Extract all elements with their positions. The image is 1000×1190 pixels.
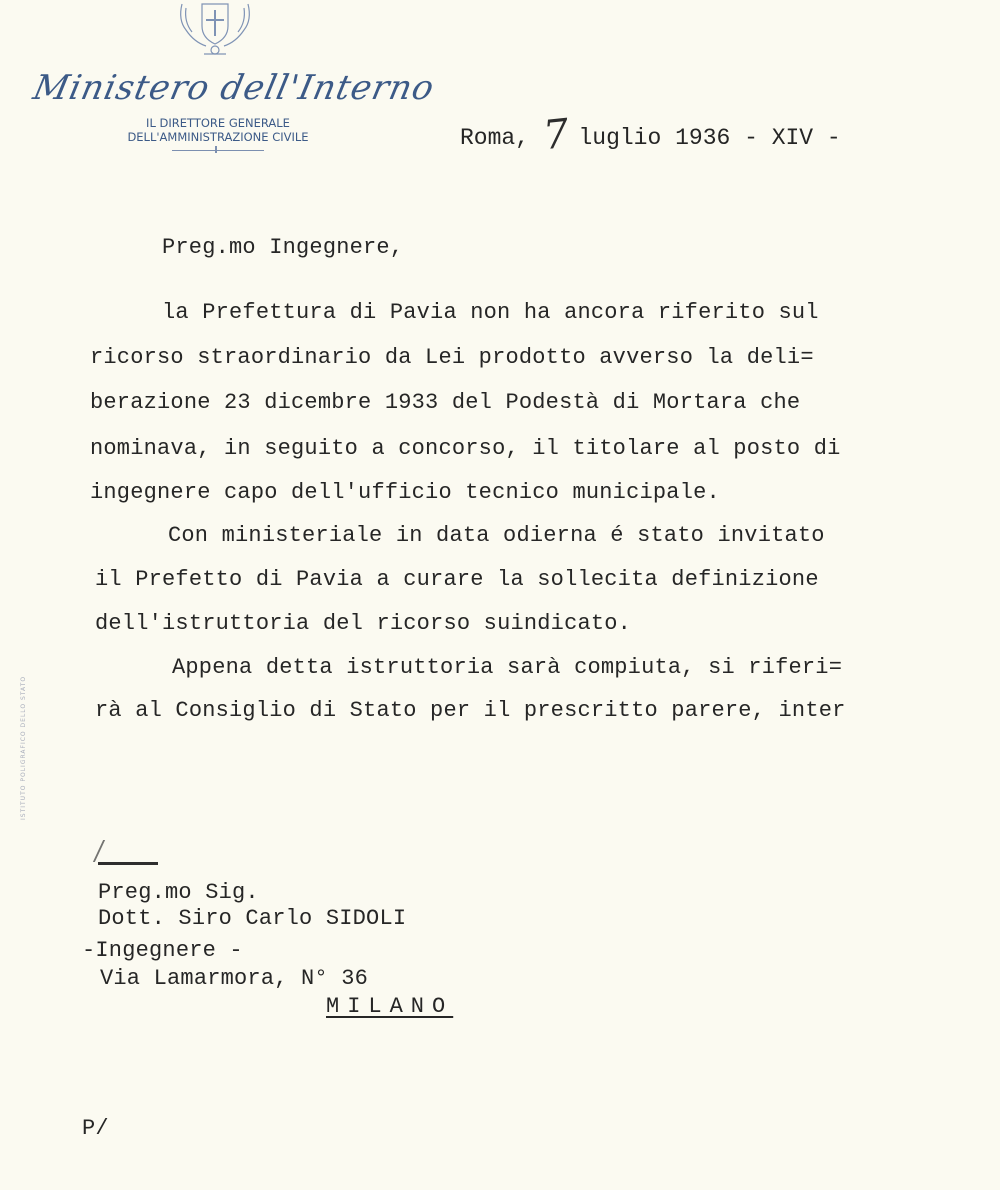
body-line-9: Appena detta istruttoria sarà compiuta, si riferi= — [172, 655, 843, 680]
body-line-1: la Prefettura di Pavia non ha ancora riferito sul — [162, 300, 819, 325]
addressee-line-1: Preg.mo Sig. — [98, 880, 259, 905]
addressee-line-3: -Ingegnere - — [82, 938, 243, 963]
crest-emblem-icon — [172, 0, 258, 58]
body-line-5: ingegnere capo dell'ufficio tecnico municipale. — [90, 480, 720, 505]
body-line-7: il Prefetto di Pavia a curare la sollecita definizione — [95, 567, 819, 592]
addressee-line-4: Via Lamarmora, N° 36 — [100, 966, 369, 991]
office-line-1: IL DIRETTORE GENERALE — [146, 116, 290, 130]
initials-underline — [98, 862, 158, 865]
salutation: Preg.mo Ingegnere, — [162, 235, 404, 260]
date-day-handwritten: 7 — [541, 110, 572, 160]
office-line-2: DELL'AMMINISTRAZIONE CIVILE — [127, 130, 309, 144]
printer-side-stamp: ISTITUTO POLIGRAFICO DELLO STATO — [20, 675, 27, 820]
initials-scrawl — [93, 840, 125, 862]
ministry-script-title: Ministero dell'Interno — [29, 68, 439, 108]
body-line-10: rà al Consiglio di Stato per il prescritto parere, inter — [95, 698, 846, 723]
date-place: Roma, — [460, 125, 530, 151]
addressee-line-2: Dott. Siro Carlo SIDOLI — [98, 906, 407, 931]
body-line-2: ricorso straordinario da Lei prodotto avverso la deli= — [90, 345, 814, 370]
body-line-4: nominava, in seguito a concorso, il titolare al posto di — [90, 436, 841, 461]
letterhead-divider — [172, 150, 264, 151]
date-line — [460, 108, 841, 160]
addressee-city: MILANO — [326, 994, 454, 1019]
letterhead-office — [100, 116, 336, 144]
body-line-8: dell'istruttoria del ricorso suindicato. — [95, 611, 632, 636]
body-line-3: berazione 23 dicembre 1933 del Podestà di Mortara che — [90, 390, 801, 415]
date-rest: luglio 1936 - XIV - — [578, 125, 841, 151]
letterhead-divider-mark — [215, 146, 217, 153]
body-line-6: Con ministeriale in data odierna é stato invitato — [168, 523, 825, 548]
footer-mark: P/ — [82, 1116, 109, 1141]
